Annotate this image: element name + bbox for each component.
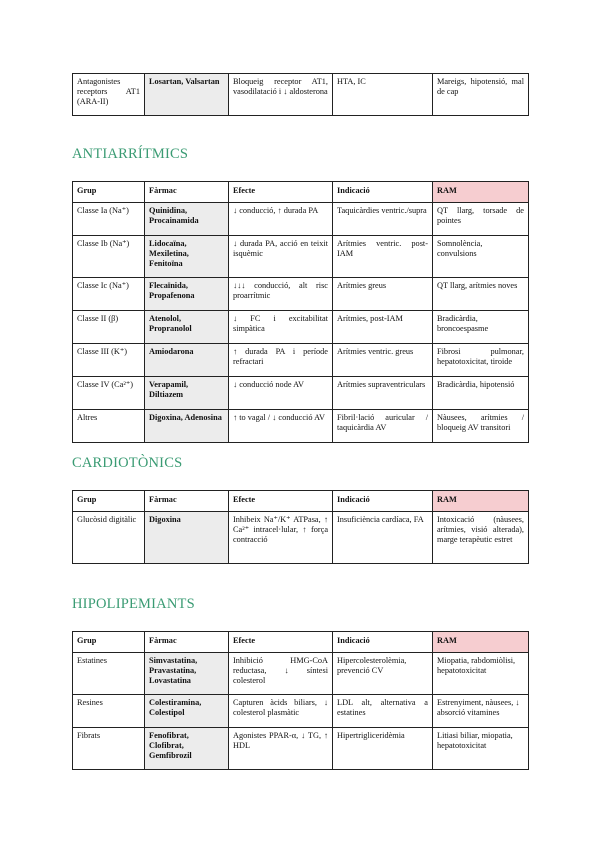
group-cell: Classe Ia (Na⁺) [73,203,145,236]
table-row [73,410,529,443]
indication-cell: Arítmies ventric. greus [333,344,433,377]
table-row [73,311,529,344]
ram-cell: Somnolència, convulsions [433,236,529,278]
drug-cell: Digoxina, Adenosina [145,410,229,443]
ram-cell: Miopatia, rabdomiòlisi, hepatotoxicitat [433,653,529,695]
effect-cell: Bloqueig receptor AT1, vasodilatació i ↓ aldosterona [229,74,333,116]
ram-cell: Mareigs, hipotensió, mal de cap [433,74,529,116]
group-cell: Antagonistes receptors AT1 (ARA-II) [73,74,145,116]
ram-cell: Estrenyiment, nàusees, ↓ absorció vitamines [433,695,529,728]
drug-cell: Lidocaïna, Mexiletina, Fenitoïna [145,236,229,278]
table-row [73,236,529,278]
ram-cell: Litiasi biliar, miopatia, hepatotoxicitat [433,728,529,770]
table-row [73,695,529,728]
indication-cell: Arítmies, post-IAM [333,311,433,344]
header-group: Grup [73,632,145,653]
indication-cell: Arítmies ventric. post-IAM [333,236,433,278]
group-cell: Classe Ib (Na⁺) [73,236,145,278]
table-header-row [73,632,529,653]
header-group: Grup [73,182,145,203]
table-row [73,203,529,236]
effect-cell: ↑ durada PA i període refractari [229,344,333,377]
drug-cell: Verapamil, Diltiazem [145,377,229,410]
table-antiarritmics [72,181,529,443]
indication-cell: Hipertrigliceridèmia [333,728,433,770]
header-ram: RAM [433,182,529,203]
table-cardiotonics [72,490,529,564]
effect-cell: Capturen àcids biliars, ↓ colesterol plasmàtic [229,695,333,728]
effect-cell: ↓↓↓ conducció, alt risc proarrítmic [229,278,333,311]
group-cell: Classe III (K⁺) [73,344,145,377]
effect-cell: ↓ durada PA, acció en teixit isquèmic [229,236,333,278]
indication-cell: Arítmies greus [333,278,433,311]
group-cell: Classe Ic (Na⁺) [73,278,145,311]
table-row [73,74,529,116]
effect-cell: Agonistes PPAR-α, ↓ TG, ↑ HDL [229,728,333,770]
drug-cell: Fenofibrat, Clofibrat, Gemfibrozil [145,728,229,770]
header-effect: Efecte [229,182,333,203]
ram-cell: Bradicàrdia, hipotensió [433,377,529,410]
table-header-row [73,182,529,203]
indication-cell: HTA, IC [333,74,433,116]
drug-cell: Colestiramina, Colestipol [145,695,229,728]
section-title-antiarritmics: ANTIARRÍTMICS [72,146,189,162]
ram-cell: Nàusees, arítmies / bloqueig AV transitori [433,410,529,443]
table-row [73,344,529,377]
ram-cell: QT llarg, torsade de pointes [433,203,529,236]
effect-cell: ↓ conducció, ↑ durada PA [229,203,333,236]
indication-cell: Taquicàrdies ventric./supra [333,203,433,236]
group-cell: Fibrats [73,728,145,770]
drug-cell: Digoxina [145,512,229,564]
drug-cell: Simvastatina, Pravastatina, Lovastatina [145,653,229,695]
effect-cell: Inhibeix Na⁺/K⁺ ATPasa, ↑ Ca²⁺ intracel·lular, ↑ força contracció [229,512,333,564]
table-row [73,278,529,311]
table-header-row [73,491,529,512]
indication-cell: Insuficiència cardíaca, FA [333,512,433,564]
ram-cell: Bradicàrdia, broncoespasme [433,311,529,344]
header-indication: Indicació [333,632,433,653]
header-indication: Indicació [333,182,433,203]
header-effect: Efecte [229,491,333,512]
effect-cell: ↓ FC i excitabilitat simpàtica [229,311,333,344]
header-indication: Indicació [333,491,433,512]
header-group: Grup [73,491,145,512]
drug-cell: Quinidina, Procainamida [145,203,229,236]
header-drugs: Fàrmac [145,632,229,653]
header-drugs: Fàrmac [145,491,229,512]
indication-cell: Hipercolesterolèmia, prevenció CV [333,653,433,695]
drug-cell: Losartan, Valsartan [145,74,229,116]
header-ram: RAM [433,632,529,653]
table-row [73,653,529,695]
section-title-hipolipemiants: HIPOLIPEMIANTS [72,596,195,612]
ram-cell: QT llarg, arítmies noves [433,278,529,311]
indication-cell: Fibril·lació auricular / taquicàrdia AV [333,410,433,443]
effect-cell: ↓ conducció node AV [229,377,333,410]
group-cell: Estatines [73,653,145,695]
group-cell: Classe II (β) [73,311,145,344]
ram-cell: Fibrosi pulmonar, hepatotoxicitat, tiroide [433,344,529,377]
effect-cell: Inhibició HMG-CoA reductasa, ↓ síntesi colesterol [229,653,333,695]
effect-cell: ↑ to vagal / ↓ conducció AV [229,410,333,443]
group-cell: Resines [73,695,145,728]
table-row [73,512,529,564]
header-drugs: Fàrmac [145,182,229,203]
indication-cell: Arítmies supraventriculars [333,377,433,410]
drug-cell: Flecaïnida, Propafenona [145,278,229,311]
drug-cell: Amiodarona [145,344,229,377]
group-cell: Altres [73,410,145,443]
group-cell: Classe IV (Ca²⁺) [73,377,145,410]
header-ram: RAM [433,491,529,512]
table-row [73,377,529,410]
group-cell: Glucòsid digitàlic [73,512,145,564]
header-effect: Efecte [229,632,333,653]
ram-cell: Intoxicació (nàusees, arítmies, visió alterada), marge terapèutic estret [433,512,529,564]
table-hipolipemiants [72,631,529,770]
table-ara-ii [72,73,529,116]
section-title-cardiotonics: CARDIOTÒNICS [72,455,183,471]
indication-cell: LDL alt, alternativa a estatines [333,695,433,728]
table-row [73,728,529,770]
drug-cell: Atenolol, Propranolol [145,311,229,344]
